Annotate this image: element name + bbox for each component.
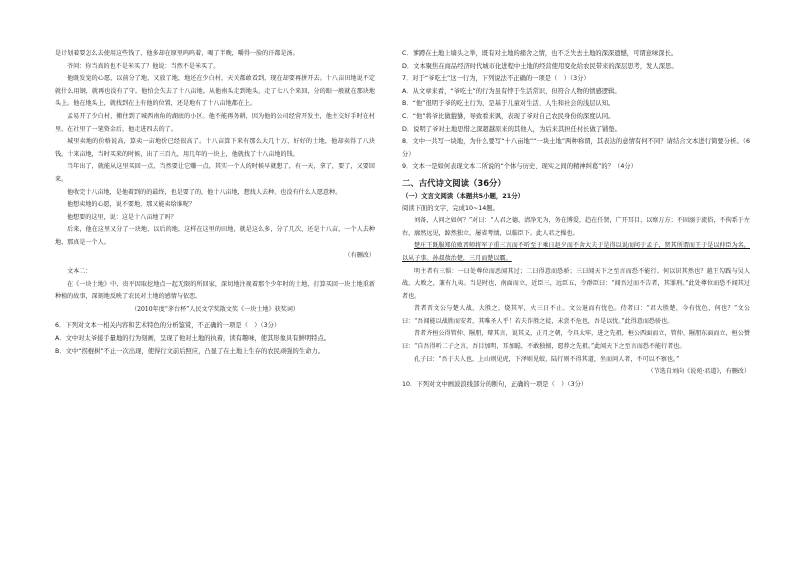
question-7-option-d: D．说明了爷对土地思惜之深超越原来的其他人，为后来其担任村长做了铺垫。 [402,125,621,133]
story-credit: （有删改） [344,251,375,259]
story-paragraph: 是计划着要怎么去使用这些钱了，他多却在原里呜呜着，喝了半晚，嚼得一脸的汗都是汤。 [55,50,299,57]
section-two-heading: 二、古代诗文阅读（36分） [402,177,506,188]
story-paragraph: 他想卖地的心愿，说不要地，那又能卖给谁呢？ [67,201,195,209]
story-paragraph: 孟易开了少白村，搬住到了城西南角的湖底的小区。他不能再务耕，因为他的公司经营开发主，他主交好手时在村里，在社里了一笔资金后，他走进四去的了。 [55,112,375,133]
question-6-option-c: C．爹蹲在土地上墙头之举，既有对土地的痛舍之情，也不乏失去土地的深深遗憾，可谓意味深长。 [402,50,678,57]
story-paragraph: 爷问：你当真的也不是米买了？他说：当然不是米买了。 [67,62,220,70]
question-6: 6．下列对文本一相关内容和艺术特色的分析鉴赏，不正确的一项是（ ）（3分） [55,322,281,330]
question-10: 10．下列对文中画波浪线部分的断句，正确的一项是（ ）（3分） [402,380,588,388]
question-7: 7．对于“爷吃土”这一行为，下列说法不正确的一项是（ ）（3分） [402,75,590,83]
classical-paragraph: 明主者有三惧：一曰处尊位而恶闻其过；二曰得意而恐骄；三曰闻天下之至言而恐不能行。何以识其然也？越王勾践与吴人战，大败之，兼有九夷。当是时也，南面而立，近臣三，远臣五，令群臣曰：“闻吾过而不告者，其罪刑。”此处尊位而恐不闻其过者也。 [402,267,750,300]
story-paragraph: 当年出了，就能从这里买回一点，当然要让它赚一点，其实一个人的时候早就想了，有一天，拿了，要了，又要回来。 [55,163,375,183]
classical-paragraph: 孔子曰：“吾于夫人也，上山则见虎，下泽则见蛟，陆行则不得其道，坐而问人者，不可以不察也。” [414,355,680,363]
question-6-option-a: A．文中对太爷接手量地的行为刻画，呈现了他对土地的执着，读有趣味，使其形象具有鲜明特点。 [55,335,331,343]
story-paragraph: 他想要的这里，说：这是十八亩地了吗？ [67,213,177,221]
classical-paragraph-underlined: 楚庄王既服郑伯败晋师将军子重三言而不听至于乘日赵夕而不舍大夫于是得以说而问于孟子，贤其所谓而王于是以仲臣为名，以从子事。孙叔敖治楚，三月而楚以霸。 [402,242,750,262]
story-paragraph: 他收完十八亩地，是他着到的的最终，也是要了的，他十八亩地，想找人去种，也没有什么人愿意种。 [67,188,342,196]
question-6-option-b: B．文中“拐棍树”不止一次出现，使得行文前后照应，凸显了在土地上生存的农民顽强的生命力。 [55,347,325,355]
text-two-body: 在《一块土地》中，贵平因取挖地点一起无限的所回家，深切地注视着那个少年时的土地，打算买回一块土地重新种植的故事，深刻地反映了农民对土地的感情与依恋。 [55,280,375,301]
reading-instruction: 阅读下面的文字，完成10~14题。 [402,204,499,212]
text-two-source: （2010年度“茅台杯”人民文学奖散文奖《一块土地》获奖词） [131,305,299,313]
subsection-heading: （一）文言文阅读（本题共5小题，21分） [402,191,524,200]
question-9: 9．文本一是如何表现文本二所说的“个体与历史、现实之间的精神纠葛”的？（4分） [402,163,637,171]
question-6-option-d: D．文本聚焦在商品经济时代城市化进程中土地的经营使用变化给农民带来的深层思考，发人深思。 [402,62,678,70]
story-paragraph: 城里卖地的价格说高，算卖一亩地价已经很高了。十八亩算下来有那么大几十万，好好的土地，他却卖得了八块钱。十来亩地，当时买来的时候，出了三百九，用几年的一块上，他就找了十八亩地的钱。 [55,138,375,158]
question-8: 8．文中一共写一块地，为什么要写“十八亩地”“一块土地”两种称谓，其表达的意情有何不同？请结合文本进行简要分析。（6分） [402,138,750,158]
story-paragraph: 后来，他在这里又分了一块地，以后的地，这样在这里的田地，就是这么多，分了几次，还是十八亩，一个人去种地，那真是一个人。 [55,226,375,246]
left-column [55,48,375,358]
question-7-option-b: B．“他”很明于爷的吃土行为，是基于儿童对生活、人生和社会的浅层认知。 [402,100,615,108]
classical-credit: （节选自刘向《说苑·君道》，有删改） [647,368,750,376]
text-two-heading: 文本二： [67,268,92,276]
classical-paragraph: 昔者齐桓公得管仲、隰朋，辩其言，说其义，正月之朝，令具太牢，进之先祖，桓公西面而立，管仲、隰朋东面而立，桓公赞曰：“自吾得听二子之言，吾目加明，耳加聪，不敢独擅，愿荐之先祖。”此闻天下之至言而恐不能行者也。 [402,330,750,351]
story-paragraph: 他既发觉的心愿，以前分了地，又放了地，地还在少白村，天关都敢看到，现在却要再拼开去。十八亩田地说不定就什么用钢，就再也没有了守。他怕会失去了十八亩地。从他南头走到地头，走了七八个来回，分的眼一般就在那块地头上。他在地头上，就找到在上有他的位置，还是地有了十八亩地都在上。 [55,75,375,108]
question-7-option-c: C．“他”将爷比做貔貅，导致看来讽，表现了爷对自己农民身份的深度认同。 [402,112,615,120]
question-7-option-a: A．从文章来看，“爷吃土”的行为虽有悖于生活常识，但符合人物的情感逻辑。 [402,87,621,95]
classical-paragraph: 刘备，人问之如何？”对曰：“人君之德，清净无为，务在博爱，趋在任贤，广开耳目，以察万方；不固溺于流俗，不拘系于左右，廓然远见，踔然独立，屡省考绩，以临臣下。此人君之操也。 [402,217,750,237]
classical-paragraph: 昔者晋文公与楚人战，大胜之，烧其军，火三日不止。文公退而有忧色。侍者曰：“君大胜楚，今有忧色，何也？”文公曰：“吾闻能以战胜而安者，其唯圣人乎！若夫诈胜之徒，未尝不危也，吾是以忧。”此得意而恐骄也。 [402,305,750,325]
right-column [402,48,750,391]
